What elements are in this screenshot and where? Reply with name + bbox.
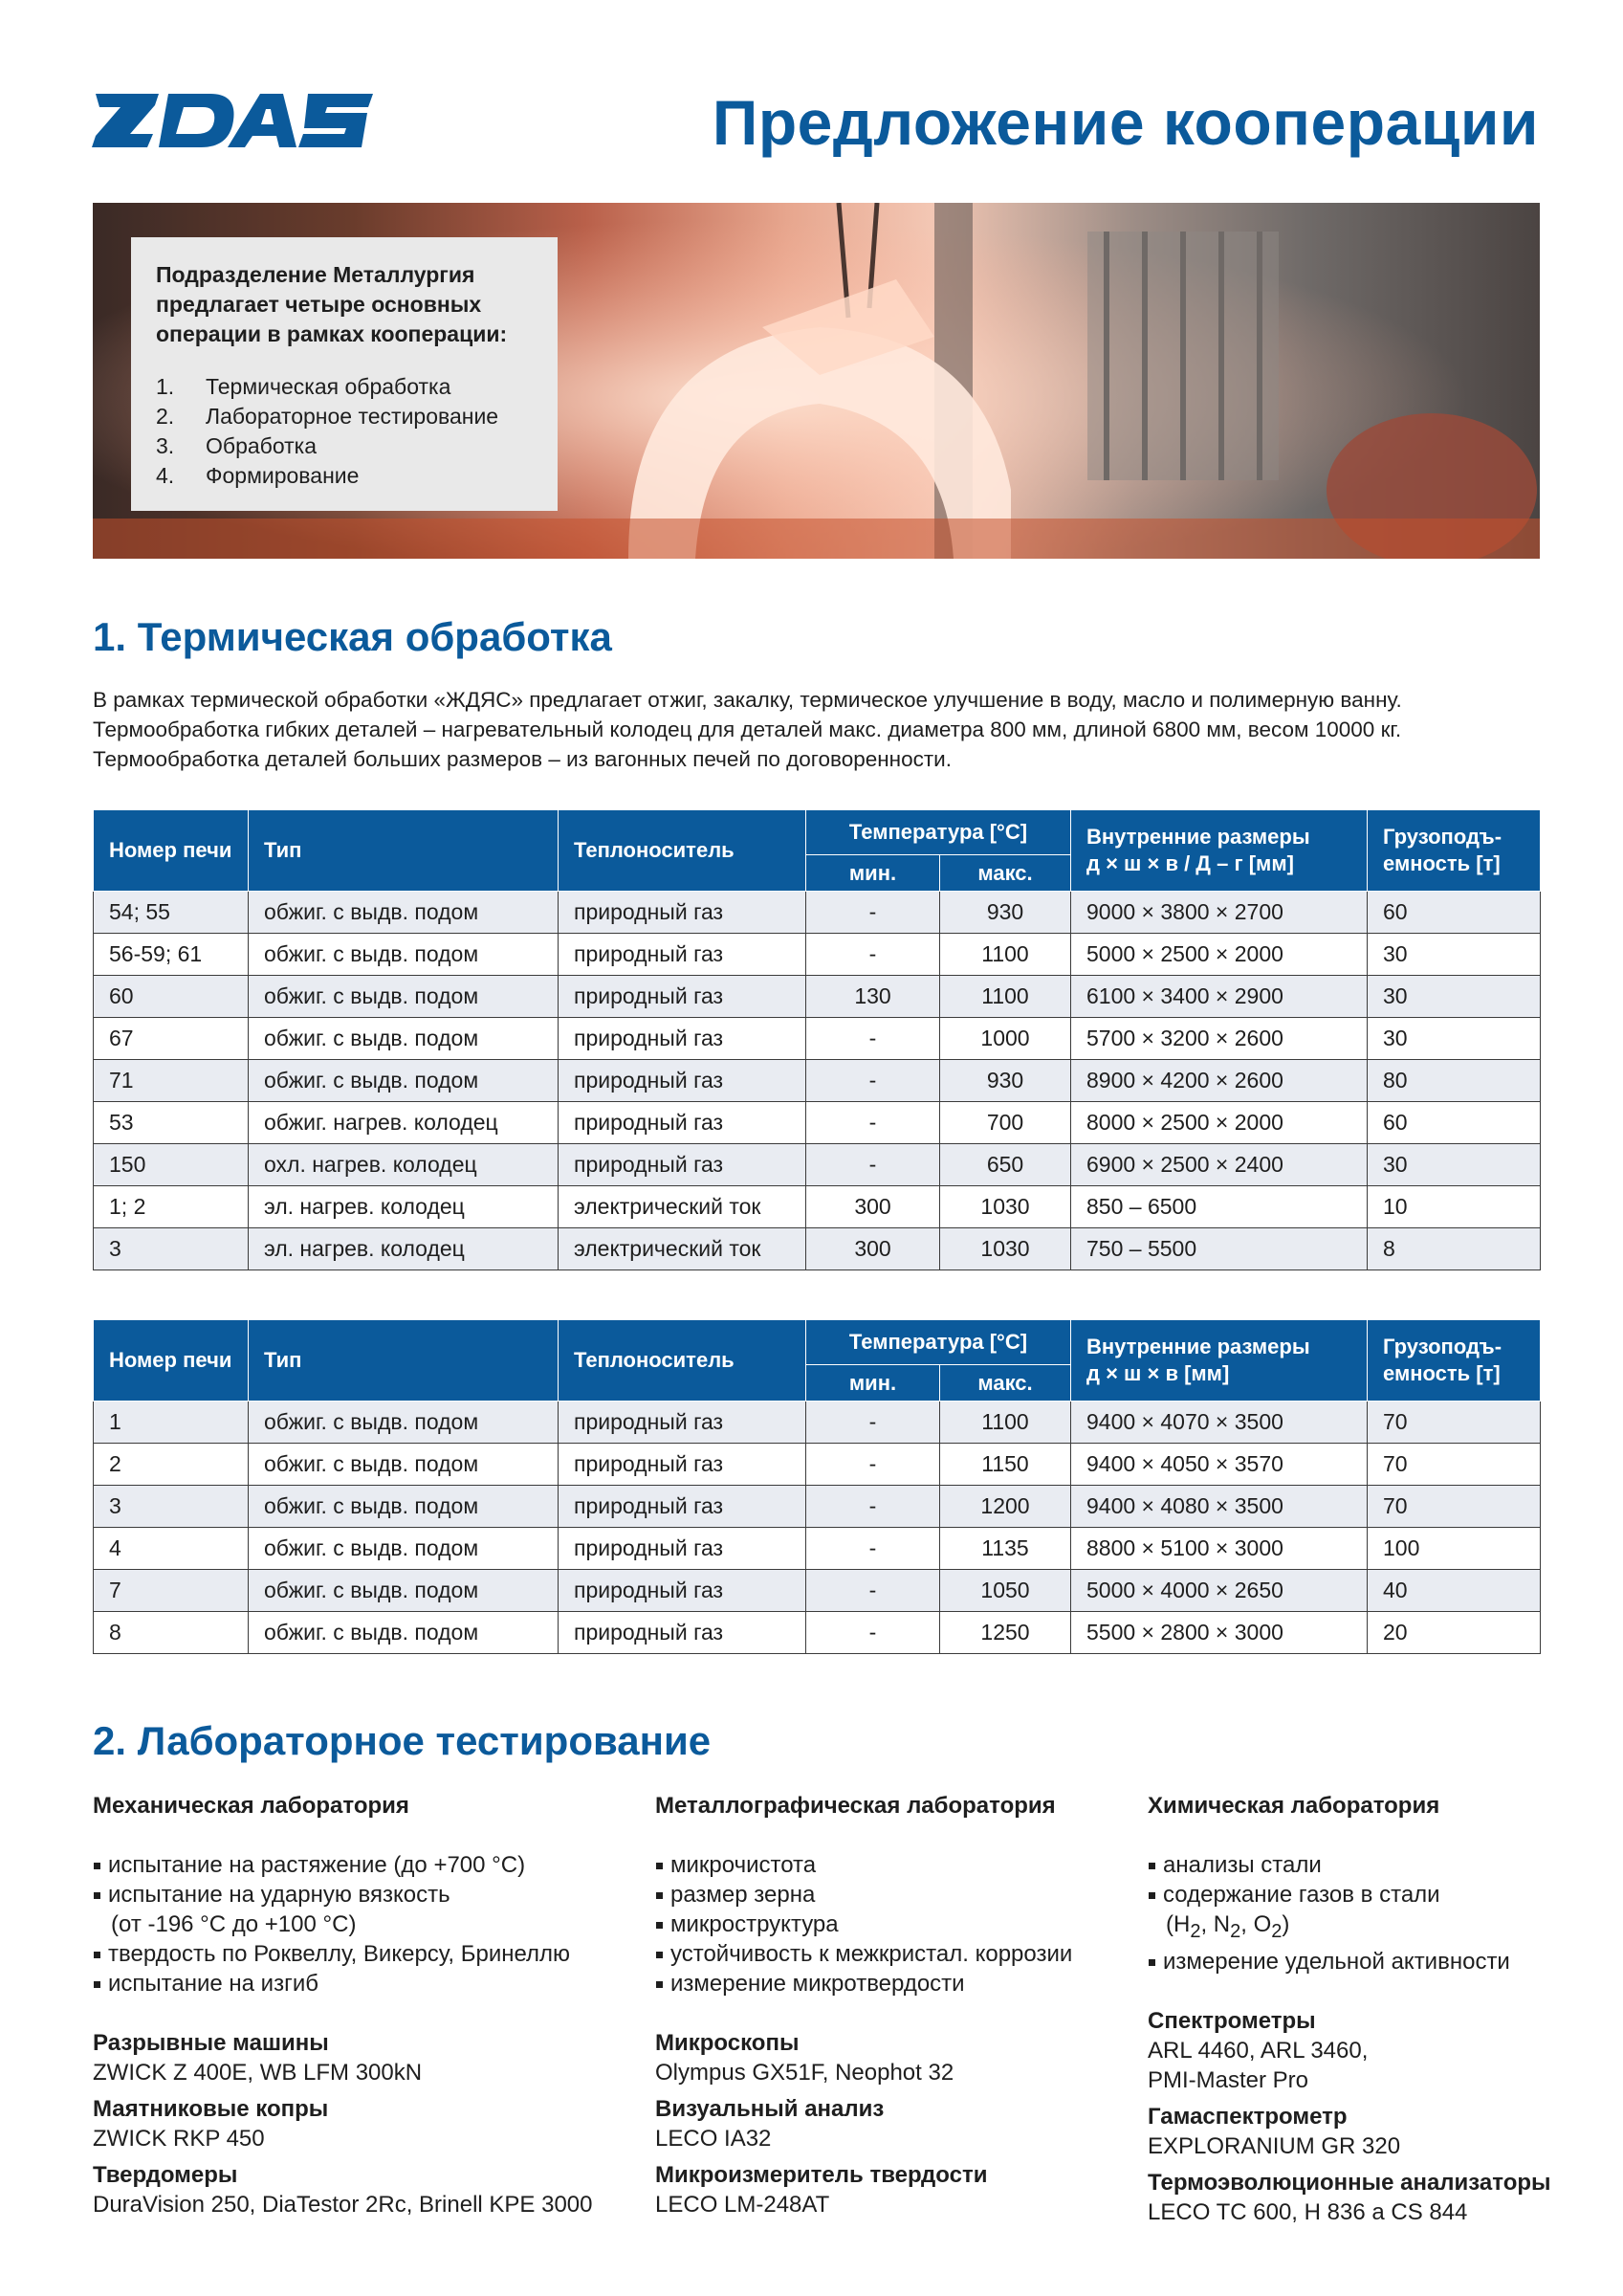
- cell-load: 10: [1368, 1186, 1541, 1228]
- cell-load: 100: [1368, 1528, 1541, 1570]
- chemical-lab-column: [1148, 1791, 1559, 2234]
- cell-load: 60: [1368, 1102, 1541, 1144]
- cell-max: 700: [940, 1102, 1071, 1144]
- cell-max: 930: [940, 892, 1071, 934]
- cell-type: обжиг. с выдв. подом: [249, 1018, 559, 1060]
- cell-max: 930: [940, 1060, 1071, 1102]
- cell-dims: 5500 × 2800 × 3000: [1071, 1612, 1368, 1654]
- chemical-lab-title: Химическая лаборатория: [1148, 1793, 1440, 1819]
- cell-dims: 5000 × 2500 × 2000: [1071, 934, 1368, 976]
- mechanical-lab-column: [93, 1791, 647, 2226]
- furnace-table-1: [93, 809, 1541, 1270]
- cell-carrier: природный газ: [559, 1486, 806, 1528]
- cell-dims: 6900 × 2500 × 2400: [1071, 1144, 1368, 1186]
- cell-carrier: природный газ: [559, 1018, 806, 1060]
- operations-intro: Подразделение Металлургия предлагает четыре основных операции в рамках кооперации:: [156, 262, 508, 346]
- cell-max: 1135: [940, 1528, 1071, 1570]
- header-inner-dimensions: Внутренние размеры д × ш × в [мм]: [1071, 1320, 1368, 1402]
- metallographic-lab-equipment: [655, 2028, 1133, 2219]
- cell-num: 3: [94, 1486, 249, 1528]
- list-item: измерение удельной активности: [1148, 1947, 1559, 1976]
- list-item: микрочистота: [655, 1850, 1133, 1880]
- cell-min: 300: [806, 1186, 940, 1228]
- mechanical-lab-equipment: [93, 2028, 647, 2219]
- cell-max: 1100: [940, 976, 1071, 1018]
- cell-num: 67: [94, 1018, 249, 1060]
- header-temp-min: мин.: [806, 855, 940, 892]
- list-item: 3. Обработка: [156, 433, 317, 458]
- chemical-lab-tests: [1148, 1850, 1559, 1976]
- cell-carrier: природный газ: [559, 1528, 806, 1570]
- cell-max: 1000: [940, 1018, 1071, 1060]
- cell-load: 30: [1368, 934, 1541, 976]
- cell-max: 1150: [940, 1444, 1071, 1486]
- cell-dims: 5000 × 4000 × 2650: [1071, 1570, 1368, 1612]
- cell-num: 4: [94, 1528, 249, 1570]
- table-row: [94, 1402, 1541, 1444]
- section-heat-treatment-title: 1. Термическая обработка: [93, 614, 612, 659]
- cell-num: 2: [94, 1444, 249, 1486]
- cell-dims: 8800 × 5100 × 3000: [1071, 1528, 1368, 1570]
- header-heat-carrier: Теплоноситель: [559, 810, 806, 892]
- header-inner-dimensions: Внутренние размеры д × ш × в / Д – г [мм]: [1071, 810, 1368, 892]
- list-item: испытание на изгиб: [93, 1969, 647, 1998]
- cell-type: охл. нагрев. колодец: [249, 1144, 559, 1186]
- equipment-item: Микроскопы Olympus GX51F, Neophot 32: [655, 2030, 954, 2086]
- equipment-item: Разрывные машины ZWICK Z 400E, WB LFM 300kN: [93, 2030, 423, 2086]
- cell-min: -: [806, 1018, 940, 1060]
- cell-type: обжиг. с выдв. подом: [249, 1444, 559, 1486]
- document-title: Предложение кооперации: [712, 87, 1539, 158]
- cell-min: -: [806, 1402, 940, 1444]
- table-row: [94, 1444, 1541, 1486]
- equipment-item: Гамаспектрометр EXPLORANIUM GR 320: [1148, 2103, 1401, 2159]
- section-lab-testing-title: 2. Лабораторное тестирование: [93, 1718, 712, 1763]
- cell-dims: 5700 × 3200 × 2600: [1071, 1018, 1368, 1060]
- cell-min: -: [806, 1486, 940, 1528]
- cell-carrier: электрический ток: [559, 1228, 806, 1270]
- list-item: содержание газов в стали ($H_2$, $N_2$, $O_2$): [1148, 1880, 1559, 1947]
- cell-load: 70: [1368, 1444, 1541, 1486]
- cell-num: 7: [94, 1570, 249, 1612]
- cell-load: 8: [1368, 1228, 1541, 1270]
- list-item: 1. Термическая обработка: [156, 374, 451, 399]
- equipment-item: Термоэволюционные анализаторы LECO TC 600, H 836 a CS 844: [1148, 2169, 1551, 2225]
- header-temp-max: макс.: [940, 855, 1071, 892]
- cell-num: 71: [94, 1060, 249, 1102]
- cell-min: -: [806, 1144, 940, 1186]
- table-row: [94, 1102, 1541, 1144]
- cell-min: -: [806, 1612, 940, 1654]
- mechanical-lab-tests: [93, 1850, 647, 1998]
- furnace-table-2: [93, 1319, 1541, 1654]
- cell-num: 53: [94, 1102, 249, 1144]
- cell-max: 1030: [940, 1228, 1071, 1270]
- header-temperature: Температура [°C]: [806, 1320, 1071, 1365]
- list-item: микроструктура: [655, 1910, 1133, 1939]
- cell-max: 650: [940, 1144, 1071, 1186]
- header-temp-min: мин.: [806, 1365, 940, 1402]
- cell-load: 30: [1368, 976, 1541, 1018]
- operations-list: [156, 372, 533, 491]
- heat-treatment-description: В рамках термической обработки «ЖДЯС» предлагает отжиг, закалку, термическое улучшение в воду, масло и полимерную ванну. Термообработка гибких деталей – нагревательный колодец для деталей макс. диаметра 800 мм, длиной 6800 мм, весом 10000 кг. Термообработка деталей больших размеров – из вагонных печей по договоренности.: [93, 688, 1402, 771]
- cell-load: 70: [1368, 1486, 1541, 1528]
- list-item: испытание на ударную вязкость (от -196 °C до +100 °C): [93, 1880, 647, 1939]
- header-load-capacity: Грузоподъ- емность [т]: [1368, 810, 1541, 892]
- cell-type: эл. нагрев. колодец: [249, 1186, 559, 1228]
- table-row: [94, 1186, 1541, 1228]
- table-row: [94, 1060, 1541, 1102]
- cell-carrier: природный газ: [559, 1144, 806, 1186]
- cell-min: -: [806, 892, 940, 934]
- header-load-capacity: Грузоподъ- емность [т]: [1368, 1320, 1541, 1402]
- cell-min: -: [806, 1528, 940, 1570]
- cell-dims: 8000 × 2500 × 2000: [1071, 1102, 1368, 1144]
- list-item: измерение микротвердости: [655, 1969, 1133, 1998]
- table-row: [94, 1144, 1541, 1186]
- equipment-item: Спектрометры ARL 4460, ARL 3460, PMI-Master Pro: [1148, 2007, 1369, 2093]
- list-item: 2. Лабораторное тестирование: [156, 404, 499, 429]
- cell-min: -: [806, 1102, 940, 1144]
- cell-min: 130: [806, 976, 940, 1018]
- cell-carrier: электрический ток: [559, 1186, 806, 1228]
- cell-dims: 750 – 5500: [1071, 1228, 1368, 1270]
- metallographic-lab-column: [655, 1791, 1133, 2226]
- table-row: [94, 976, 1541, 1018]
- list-item: испытание на растяжение (до +700 °C): [93, 1850, 647, 1880]
- cell-type: обжиг. с выдв. подом: [249, 1570, 559, 1612]
- cell-dims: 9400 × 4070 × 3500: [1071, 1402, 1368, 1444]
- cell-min: -: [806, 934, 940, 976]
- cell-max: 1100: [940, 1402, 1071, 1444]
- list-item: твердость по Роквеллу, Викерсу, Бринеллю: [93, 1939, 647, 1969]
- table-row: [94, 1612, 1541, 1654]
- metallographic-lab-tests: [655, 1850, 1133, 1998]
- cell-type: обжиг. с выдв. подом: [249, 976, 559, 1018]
- cell-type: обжиг. с выдв. подом: [249, 934, 559, 976]
- cell-num: 54; 55: [94, 892, 249, 934]
- table-row: [94, 892, 1541, 934]
- cell-num: 150: [94, 1144, 249, 1186]
- cell-load: 80: [1368, 1060, 1541, 1102]
- cell-type: обжиг. с выдв. подом: [249, 1612, 559, 1654]
- cell-max: 1050: [940, 1570, 1071, 1612]
- cell-type: обжиг. с выдв. подом: [249, 1402, 559, 1444]
- cell-min: -: [806, 1444, 940, 1486]
- operations-summary-box: [131, 237, 558, 511]
- equipment-item: Микроизмеритель твердости LECO LM-248AT: [655, 2162, 988, 2218]
- cell-dims: 6100 × 3400 × 2900: [1071, 976, 1368, 1018]
- cell-min: -: [806, 1060, 940, 1102]
- cell-load: 60: [1368, 892, 1541, 934]
- zdas-logo: [92, 92, 375, 149]
- cell-carrier: природный газ: [559, 1570, 806, 1612]
- cell-type: эл. нагрев. колодец: [249, 1228, 559, 1270]
- header-furnace-number: Номер печи: [94, 1320, 249, 1402]
- table-row: [94, 1228, 1541, 1270]
- cell-max: 1100: [940, 934, 1071, 976]
- cell-type: обжиг. нагрев. колодец: [249, 1102, 559, 1144]
- cell-type: обжиг. с выдв. подом: [249, 892, 559, 934]
- cell-type: обжиг. с выдв. подом: [249, 1060, 559, 1102]
- cell-num: 60: [94, 976, 249, 1018]
- table-row: [94, 934, 1541, 976]
- header-heat-carrier: Теплоноситель: [559, 1320, 806, 1402]
- equipment-item: Визуальный анализ LECO IA32: [655, 2096, 885, 2152]
- cell-dims: 9400 × 4050 × 3570: [1071, 1444, 1368, 1486]
- cell-type: обжиг. с выдв. подом: [249, 1528, 559, 1570]
- cell-carrier: природный газ: [559, 1102, 806, 1144]
- list-item: размер зерна: [655, 1880, 1133, 1910]
- cell-max: 1200: [940, 1486, 1071, 1528]
- header-temperature: Температура [°C]: [806, 810, 1071, 855]
- cell-carrier: природный газ: [559, 934, 806, 976]
- furnace-table-1-body: [94, 892, 1541, 1270]
- cell-dims: 8900 × 4200 × 2600: [1071, 1060, 1368, 1102]
- cell-load: 30: [1368, 1144, 1541, 1186]
- header-temp-max: макс.: [940, 1365, 1071, 1402]
- cell-carrier: природный газ: [559, 1612, 806, 1654]
- mechanical-lab-title: Механическая лаборатория: [93, 1793, 409, 1819]
- equipment-item: Твердомеры DuraVision 250, DiaTestor 2Rc, Brinell KPE 3000: [93, 2162, 593, 2218]
- header-type: Тип: [249, 1320, 559, 1402]
- cell-load: 30: [1368, 1018, 1541, 1060]
- cell-carrier: природный газ: [559, 976, 806, 1018]
- cell-max: 1250: [940, 1612, 1071, 1654]
- table-row: [94, 1570, 1541, 1612]
- table-row: [94, 1486, 1541, 1528]
- cell-load: 40: [1368, 1570, 1541, 1612]
- list-item: устойчивость к межкристал. коррозии: [655, 1939, 1133, 1969]
- cell-load: 70: [1368, 1402, 1541, 1444]
- header-furnace-number: Номер печи: [94, 810, 249, 892]
- header-type: Тип: [249, 810, 559, 892]
- furnace-table-2-body: [94, 1402, 1541, 1654]
- cell-max: 1030: [940, 1186, 1071, 1228]
- cell-num: 56-59; 61: [94, 934, 249, 976]
- cell-min: -: [806, 1570, 940, 1612]
- metallographic-lab-title: Металлографическая лаборатория: [655, 1793, 1056, 1819]
- table-row: [94, 1018, 1541, 1060]
- cell-carrier: природный газ: [559, 892, 806, 934]
- table-row: [94, 1528, 1541, 1570]
- equipment-item: Маятниковые копры ZWICK RKP 450: [93, 2096, 329, 2152]
- cell-carrier: природный газ: [559, 1060, 806, 1102]
- chemical-lab-equipment: [1148, 2006, 1559, 2227]
- list-item: анализы стали: [1148, 1850, 1559, 1880]
- cell-load: 20: [1368, 1612, 1541, 1654]
- cell-dims: 9000 × 3800 × 2700: [1071, 892, 1368, 934]
- cell-num: 1: [94, 1402, 249, 1444]
- cell-min: 300: [806, 1228, 940, 1270]
- cell-num: 8: [94, 1612, 249, 1654]
- cell-dims: 850 – 6500: [1071, 1186, 1368, 1228]
- cell-num: 1; 2: [94, 1186, 249, 1228]
- list-item: 4. Формирование: [156, 463, 360, 488]
- cell-num: 3: [94, 1228, 249, 1270]
- cell-type: обжиг. с выдв. подом: [249, 1486, 559, 1528]
- cell-carrier: природный газ: [559, 1444, 806, 1486]
- cell-dims: 9400 × 4080 × 3500: [1071, 1486, 1368, 1528]
- cell-carrier: природный газ: [559, 1402, 806, 1444]
